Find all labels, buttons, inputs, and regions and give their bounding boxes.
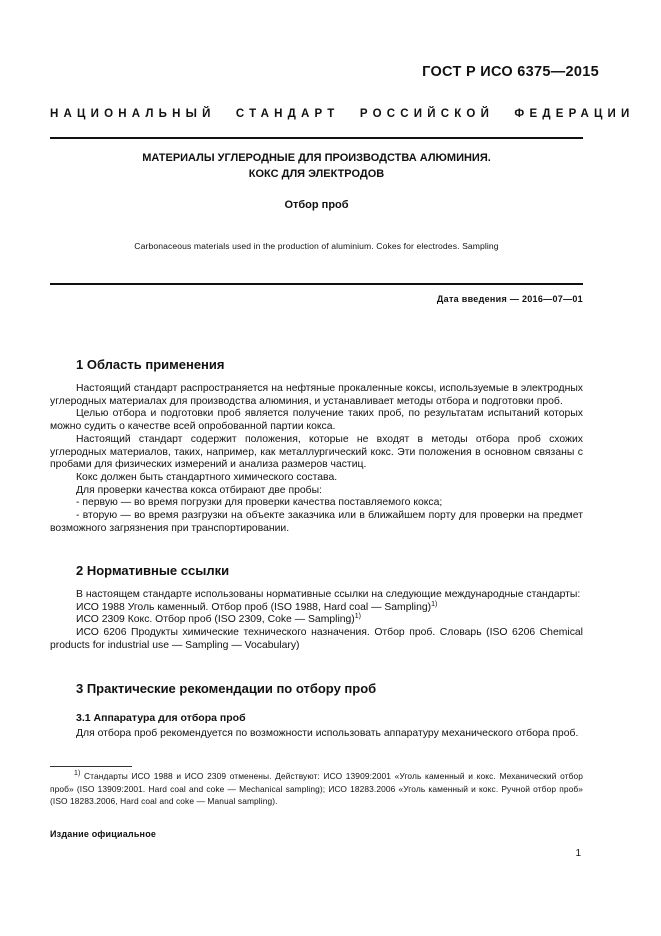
reference-item — [50, 602, 583, 615]
paragraph: Кокс должен быть стандартного химического состава. — [76, 471, 338, 483]
section-1-heading: 1 Область применения — [76, 357, 225, 372]
section-2-body — [50, 589, 583, 653]
paragraph: В настоящем стандарте использованы нормативные ссылки на следующие международные стандарты: — [76, 589, 581, 600]
reference-text: ИСО 6206 Продукты химические технического назначения. Отбор проб. Словарь (ISO 6206 Chemical products for industrial use — Sampling — Vocabulary) — [50, 627, 583, 651]
english-title: Carbonaceous materials used in the production of aluminium. Cokes for electrodes. Sampling — [134, 241, 499, 251]
section-3-heading: 3 Практические рекомендации по отбору проб — [76, 681, 377, 696]
footnote-marker: 1) — [74, 770, 81, 777]
page-number: 1 — [575, 848, 581, 859]
paragraph: Для проверки качества кокса отбирают две пробы: — [76, 484, 322, 496]
paragraph: - вторую — во время разгрузки на объекте заказчика или в ближайшем порту для проверки на предмет возможного загрязнения при транспортировании. — [50, 510, 583, 534]
footnote-rule — [50, 766, 132, 767]
title-line-1: МАТЕРИАЛЫ УГЛЕРОДНЫЕ ДЛЯ ПРОИЗВОДСТВА АЛЮМИНИЯ. — [142, 152, 491, 164]
title-rule — [50, 283, 583, 285]
top-rule — [50, 137, 583, 139]
national-standard-banner: НАЦИОНАЛЬНЫЙ СТАНДАРТ РОССИЙСКОЙ ФЕДЕРАЦИИ — [50, 108, 635, 120]
section-3-body — [50, 728, 583, 741]
footnote-marker: 1) — [431, 600, 438, 608]
paragraph: Для отбора проб рекомендуется по возможности использовать аппаратуру механического отбора проб. — [76, 728, 579, 739]
reference-item — [50, 614, 583, 627]
footnote-text-block — [50, 770, 583, 808]
paragraph: - первую — во время погрузки для проверки качества поставляемого кокса; — [76, 497, 443, 509]
footnote — [50, 770, 583, 808]
footnote-text: Стандарты ИСО 1988 и ИСО 2309 отменены. Действуют: ИСО 13909:2001 «Уголь каменный и кокс. Механический отбор проб» (ISO 13909:2001. Hard coal and coke — Mechanical sampling); ИСО 18283.2006 «Уголь каменный и кокс. Ручной отбор проб» (ISO 18283.2006, Hard coal and coke — Manual sampling). — [50, 771, 583, 807]
paragraph: Целью отбора и подготовки проб является получение таких проб, по результатам испытаний которых можно судить о качестве всей опробованной партии кокса. — [50, 408, 583, 433]
section-2-heading: 2 Нормативные ссылки — [76, 563, 230, 578]
reference-item — [50, 627, 583, 652]
document-subtitle: Отбор проб — [284, 199, 349, 211]
official-edition-label: Издание официальное — [50, 829, 157, 839]
reference-text: ИСО 2309 Кокс. Отбор проб (ISO 2309, Coke — Sampling) — [76, 614, 355, 626]
paragraph: Настоящий стандарт содержит положения, которые не входят в методы отбора проб схожих углеродных материалов, таких, например, как металлургический кокс. Эти положения в основном связаны с пробами для физических измерений и анализа размеров частиц. — [50, 433, 583, 471]
subsection-3-1-heading: 3.1 Аппаратура для отбора проб — [76, 712, 246, 724]
date-of-introduction: Дата введения — 2016—07—01 — [436, 294, 583, 304]
title-line-2-text: КОКС ДЛЯ ЭЛЕКТРОДОВ — [248, 168, 385, 180]
title-line-2 — [50, 168, 583, 180]
section-1-body — [50, 383, 583, 535]
paragraph: Настоящий стандарт распространяется на нефтяные прокаленные коксы, используемые в электродных углеродных материалах для производства алюминия, и устанавливает методы отбора и подготовки проб. — [50, 383, 583, 407]
reference-text: ИСО 1988 Уголь каменный. Отбор проб (ISO 1988, Hard coal — Sampling) — [76, 601, 432, 613]
standard-number: ГОСТ Р ИСО 6375—2015 — [422, 64, 599, 80]
footnote-marker: 1) — [354, 613, 362, 621]
